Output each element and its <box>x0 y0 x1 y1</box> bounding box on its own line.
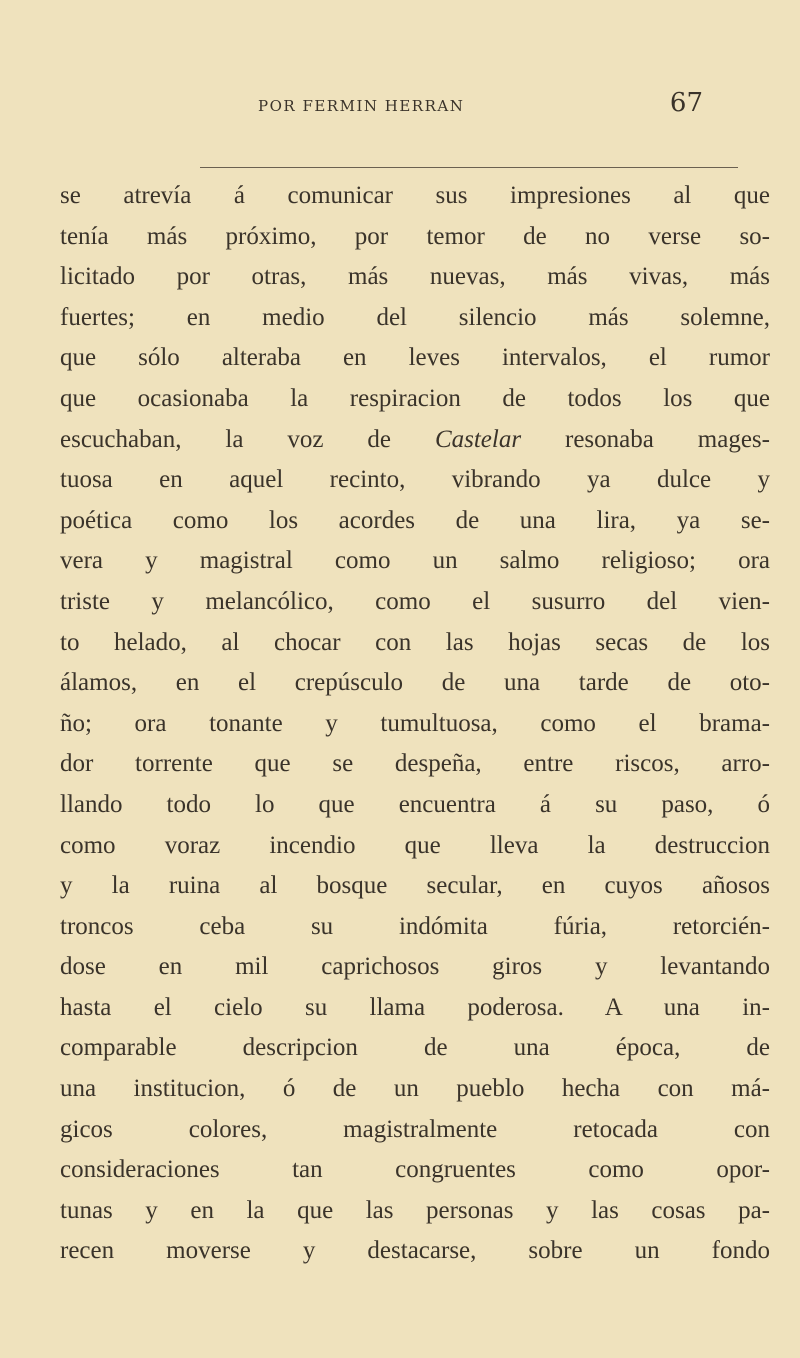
italic-name: Castelar <box>434 425 522 453</box>
text-line: dor torrente que se despeña, entre riscos, arro- <box>60 750 770 778</box>
text-line: y la ruina al bosque secular, en cuyos añosos <box>60 872 770 900</box>
text-line: troncos ceba su indómita fúria, retorcién- <box>60 912 770 940</box>
text-line: se atrevía á comunicar sus impresiones al que <box>60 182 770 209</box>
text-line: una institucion, ó de un pueblo hecha con má- <box>60 1075 770 1103</box>
text-line: triste y melancólico, como el susurro del vien- <box>60 587 770 615</box>
text-line: consideraciones tan congruentes como opor- <box>60 1156 770 1184</box>
text-line: comparable descripcion de una época, de <box>60 1034 770 1062</box>
text-line: que ocasionaba la respiracion de todos los que <box>60 384 770 412</box>
body-text <box>60 176 770 1272</box>
text-line: álamos, en el crepúsculo de una tarde de oto- <box>60 669 770 697</box>
text-line: licitado por otras, más nuevas, más vivas, más <box>60 263 770 291</box>
text-line: to helado, al chocar con las hojas secas de los <box>60 628 770 656</box>
page-header <box>258 88 703 118</box>
text-line: que sólo alteraba en leves intervalos, el rumor <box>60 344 770 372</box>
header-rule <box>200 167 738 168</box>
text-line: tunas y en la que las personas y las cosas pa- <box>60 1196 770 1224</box>
text-line: vera y magistral como un salmo religioso; ora <box>60 547 770 575</box>
text-line: tuosa en aquel recinto, vibrando ya dulce y <box>60 466 770 494</box>
text-line: recen moverse y destacarse, sobre un fondo <box>60 1237 770 1265</box>
text-line: poética como los acordes de una lira, ya se- <box>60 506 770 534</box>
text-line: gicos colores, magistralmente retocada con <box>60 1115 770 1143</box>
text-line: como voraz incendio que lleva la destruccion <box>60 831 770 859</box>
text-line: ño; ora tonante y tumultuosa, como el brama- <box>60 709 770 737</box>
text-line: tenía más próximo, por temor de no verse so- <box>60 222 770 250</box>
running-title: POR FERMIN HERRAN <box>258 97 465 115</box>
text-line: escuchaban, la voz de Castelar resonaba mages- <box>60 425 770 453</box>
text-line: llando todo lo que encuentra á su paso, ó <box>60 790 770 818</box>
text-line: hasta el cielo su llama poderosa. A una in- <box>60 993 770 1021</box>
page-number: 67 <box>669 88 703 118</box>
text-line: fuertes; en medio del silencio más solemne, <box>60 303 770 331</box>
text-line: dose en mil caprichosos giros y levantando <box>60 953 770 981</box>
